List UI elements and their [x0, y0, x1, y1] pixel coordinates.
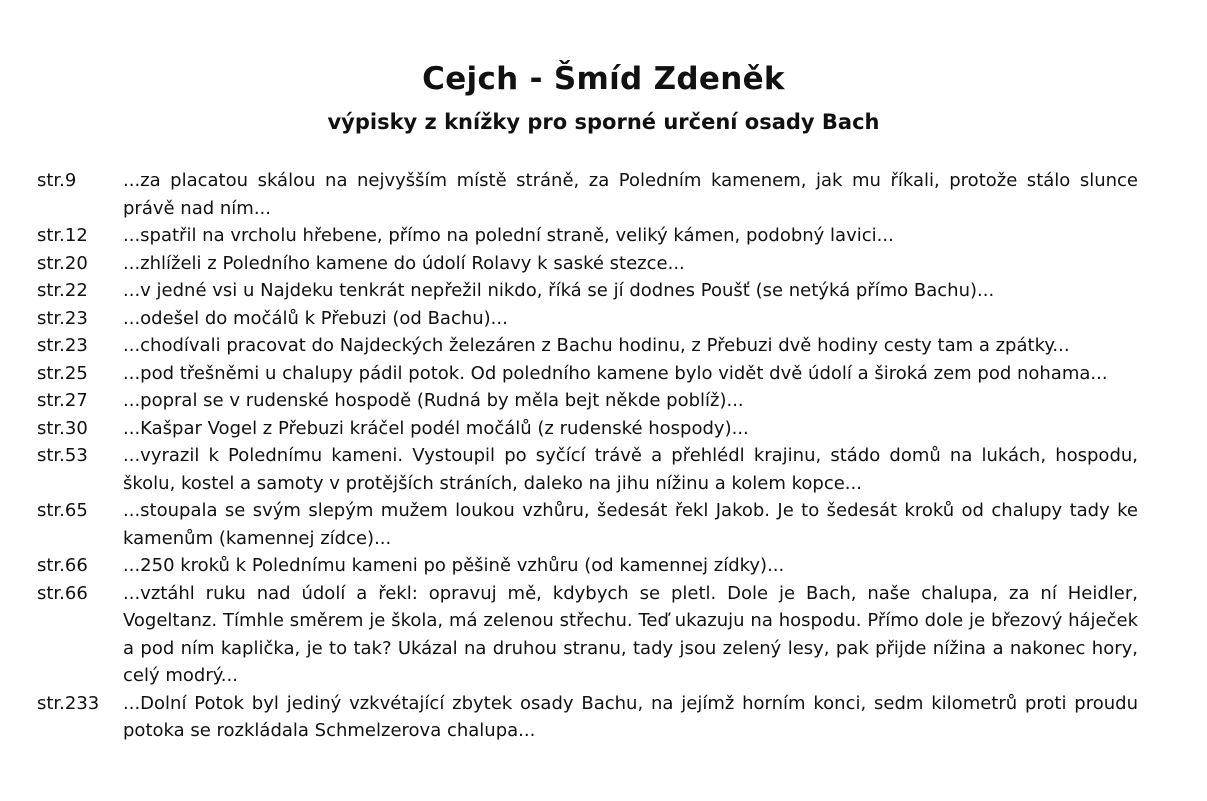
excerpt-entry: [37, 167, 1138, 222]
page-reference: str.233: [37, 692, 100, 714]
excerpt-entry: [37, 580, 1138, 690]
excerpt-text: ...stoupala se svým slepým mužem loukou vzhůru, šedesát řekl Jakob. Je to šedesát kroků od chalupy tady ke kamenům (kamennej zídce)...: [123, 500, 1138, 549]
page-reference: str.25: [37, 362, 88, 384]
page-reference: str.23: [37, 335, 88, 356]
excerpt-text: ...popral se v rudenské hospodě (Rudná by měla bejt někde poblíž)...: [123, 390, 744, 411]
excerpt-entry: [37, 442, 1138, 497]
excerpt-entry: [37, 690, 1138, 745]
excerpt-text: ...vztáhl ruku nad údolí a řekl: opravuj mě, kdybych se pletl. Dole je Bach, naše chalupa, za ní Heidler, Vogeltanz. Tímhle směrem je škola, má zelenou střechu. Teď ukazuju na hospodu. Přímo dole je březový háječek a pod ním kaplička, je to tak? Ukázal na druhou stranu, tady jsou zelený lesy, pak přijde nížina a nakonec hory, celý modrý...: [123, 582, 1138, 686]
excerpt-entry: [37, 250, 1138, 278]
excerpt-text: ...spatřil na vrcholu hřebene, přímo na polední straně, veliký kámen, podobný lavici...: [123, 225, 894, 246]
page-subtitle: výpisky z knížky pro sporné určení osady Bach: [327, 110, 880, 134]
excerpt-entry: [37, 360, 1138, 388]
page-reference: str.12: [37, 225, 88, 246]
page-reference: str.22: [37, 280, 88, 301]
page-reference: str.27: [37, 390, 88, 411]
excerpt-text: ...vyrazil k Polednímu kameni. Vystoupil po syčící trávě a přehlédl krajinu, stádo domů na lukách, hospodu, školu, kostel a samoty v protějších stráních, daleko na jihu nížinu a kolem kopce...: [123, 445, 1138, 494]
page-reference: str.9: [37, 170, 77, 191]
excerpt-text: ...v jedné vsi u Najdeku tenkrát nepřežil nikdo, říká se jí dodnes Poušť (se netýká přímo Bachu)...: [123, 280, 995, 301]
excerpt-text: ...chodívali pracovat do Najdeckých železáren z Bachu hodinu, z Přebuzi dvě hodiny cesty tam a zpátky...: [123, 335, 1070, 356]
excerpt-entry: [37, 552, 1138, 580]
excerpt-text: ...Kašpar Vogel z Přebuzi kráčel podél močálů (z rudenské hospody)...: [123, 417, 749, 439]
page-reference: str.20: [37, 252, 88, 274]
excerpt-entry: [37, 332, 1138, 360]
excerpt-list: [37, 167, 1138, 745]
excerpt-entry: [37, 415, 1138, 443]
page-reference: str.23: [37, 307, 88, 329]
excerpt-entry: [37, 305, 1138, 333]
page-title: Cejch - Šmíd Zdeněk: [422, 61, 785, 97]
excerpt-text: ...pod třešněmi u chalupy pádil potok. Od poledního kamene bylo vidět dvě údolí a široká zem pod nohama...: [123, 362, 1108, 384]
excerpt-entry: [37, 277, 1138, 305]
excerpt-text: ...250 kroků k Polednímu kameni po pěšině vzhůru (od kamennej zídky)...: [123, 555, 785, 576]
excerpt-entry: [37, 222, 1138, 250]
page-reference: str.66: [37, 582, 88, 604]
excerpt-text: ...za placatou skálou na nejvyšším místě stráně, za Poledním kamenem, jak mu říkali, protože stálo slunce právě nad ním...: [123, 170, 1138, 219]
page-reference: str.53: [37, 445, 88, 466]
excerpt-text: ...Dolní Potok byl jediný vzkvétající zbytek osady Bachu, na jejímž horním konci, sedm kilometrů proti proudu potoka se rozkládala Schmelzerova chalupa...: [123, 692, 1138, 741]
excerpt-entry: [37, 387, 1138, 415]
excerpt-text: ...zhlíželi z Poledního kamene do údolí Rolavy k saské stezce...: [123, 252, 685, 274]
excerpt-entry: [37, 497, 1138, 552]
page-reference: str.65: [37, 500, 88, 521]
page-reference: str.66: [37, 555, 88, 576]
page-reference: str.30: [37, 417, 88, 439]
excerpt-text: ...odešel do močálů k Přebuzi (od Bachu)...: [123, 307, 508, 329]
